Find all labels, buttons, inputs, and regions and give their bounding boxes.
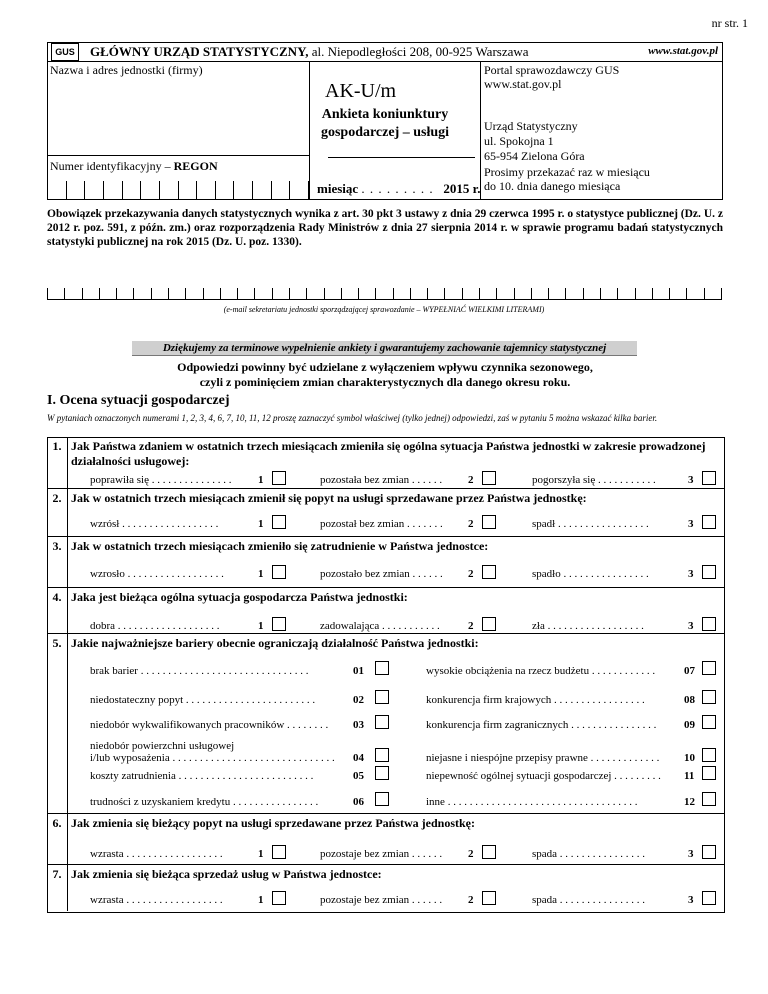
q7-option-label: pozostaje bez zmian . . . . . . bbox=[320, 894, 443, 906]
barrier-checkbox-12[interactable] bbox=[702, 792, 716, 806]
q2-option-label: pozostał bez zmian . . . . . . . bbox=[320, 518, 443, 530]
comb-tick bbox=[122, 181, 123, 199]
q1-checkbox-1[interactable] bbox=[272, 471, 286, 485]
rule bbox=[328, 157, 475, 158]
q6-checkbox-2[interactable] bbox=[482, 845, 496, 859]
comb-tick bbox=[721, 288, 722, 300]
barrier-label: niepewność ogólnej sytuacji gospodarczej . . . . . . . . . bbox=[426, 770, 661, 782]
barrier-checkbox-01[interactable] bbox=[375, 661, 389, 675]
email-caption: (e-mail sekretariatu jednostki sporządzającej sprawozdanie – WYPEŁNIAĆ WIELKIMI LITERAMI) bbox=[223, 305, 545, 314]
q7-option-code: 3 bbox=[688, 894, 694, 906]
q6-checkbox-1[interactable] bbox=[272, 845, 286, 859]
barrier-label: konkurencja firm zagranicznych . . . . . . . . . . . . . . . . bbox=[426, 719, 657, 731]
question-3-text: Jak w ostatnich trzech miesiącach zmieniło się zatrudnienie w Państwa jednostce: bbox=[71, 539, 489, 553]
q3-option-label: wzrosło . . . . . . . . . . . . . . . . . . bbox=[90, 568, 224, 580]
separator bbox=[47, 587, 724, 588]
barrier-checkbox-06[interactable] bbox=[375, 792, 389, 806]
comb-tick bbox=[84, 181, 85, 199]
q2-checkbox-1[interactable] bbox=[272, 515, 286, 529]
barrier-label: niedobór wykwalifikowanych pracowników . . . . . . . . bbox=[90, 719, 329, 731]
barrier-checkbox-10[interactable] bbox=[702, 748, 716, 762]
barrier-checkbox-04[interactable] bbox=[375, 748, 389, 762]
barrier-code: 07 bbox=[684, 665, 695, 677]
q6-option-code: 3 bbox=[688, 848, 694, 860]
barrier-label: niejasne i niespójne przepisy prawne . . . . . . . . . . . . . bbox=[426, 752, 660, 764]
barrier-checkbox-03[interactable] bbox=[375, 715, 389, 729]
q4-checkbox-1[interactable] bbox=[272, 617, 286, 631]
comb-tick bbox=[308, 181, 309, 199]
local-office: Urząd Statystyczny ul. Spokojna 1 65-954 Zielona Góra bbox=[484, 119, 585, 163]
comb-tick bbox=[66, 181, 67, 199]
separator bbox=[47, 536, 724, 537]
barrier-code: 03 bbox=[353, 719, 364, 731]
q6-option-label: pozostaje bez zmian . . . . . . bbox=[320, 848, 443, 860]
q1-option-code: 3 bbox=[688, 474, 694, 486]
comb-tick bbox=[289, 181, 290, 199]
q7-option-code: 1 bbox=[258, 894, 264, 906]
barrier-code: 04 bbox=[353, 752, 364, 764]
barrier-checkbox-08[interactable] bbox=[702, 690, 716, 704]
barrier-checkbox-07[interactable] bbox=[702, 661, 716, 675]
question-7-text: Jak zmienia się bieżąca sprzedaż usług w Państwa jednostce: bbox=[71, 867, 382, 881]
q4-option-label: zadowalająca . . . . . . . . . . . bbox=[320, 620, 440, 632]
comb-tick bbox=[159, 181, 160, 199]
q3-option-label: spadło . . . . . . . . . . . . . . . . bbox=[532, 568, 649, 580]
comb-tick bbox=[215, 181, 216, 199]
question-5-text: Jakie najważniejsze bariery obecnie ograniczają działalność Państwa jednostki: bbox=[71, 636, 479, 650]
regon-top bbox=[47, 155, 310, 156]
q7-checkbox-1[interactable] bbox=[272, 891, 286, 905]
deadline-info: Prosimy przekazać raz w miesiącu do 10. dnia danego miesiąca bbox=[484, 165, 650, 193]
q1-option-label: poprawiła się . . . . . . . . . . . . . . . bbox=[90, 474, 232, 486]
separator bbox=[47, 813, 724, 814]
q4-option-label: zła . . . . . . . . . . . . . . . . . . bbox=[532, 620, 644, 632]
q6-option-label: wzrasta . . . . . . . . . . . . . . . . . . bbox=[90, 848, 223, 860]
divider bbox=[309, 155, 310, 199]
q3-option-code: 1 bbox=[258, 568, 264, 580]
barrier-label: niedostateczny popyt . . . . . . . . . . . . . . . . . . . . . . . . bbox=[90, 694, 316, 706]
email-input[interactable] bbox=[47, 285, 722, 300]
separator bbox=[47, 864, 724, 865]
barrier-label: inne . . . . . . . . . . . . . . . . . . . . . . . . . . . . . . . . . . . bbox=[426, 796, 638, 808]
comb-tick bbox=[140, 181, 141, 199]
separator bbox=[47, 488, 724, 489]
q3-checkbox-3[interactable] bbox=[702, 565, 716, 579]
portal-info: Portal sprawozdawczy GUS www.stat.gov.pl bbox=[484, 63, 620, 91]
barrier-checkbox-09[interactable] bbox=[702, 715, 716, 729]
divider bbox=[480, 61, 481, 199]
q2-checkbox-3[interactable] bbox=[702, 515, 716, 529]
q6-option-code: 2 bbox=[468, 848, 474, 860]
q1-option-label: pozostała bez zmian . . . . . . bbox=[320, 474, 443, 486]
q4-option-code: 2 bbox=[468, 620, 474, 632]
q6-option-code: 1 bbox=[258, 848, 264, 860]
seasonal-note: Odpowiedzi powinny być udzielane z wyłączeniem wpływu czynnika sezonowego, czyli z pominięciem zmian charakterystycznych dla danego okresu roku. bbox=[177, 360, 593, 389]
q1-checkbox-2[interactable] bbox=[482, 471, 496, 485]
q2-option-code: 1 bbox=[258, 518, 264, 530]
q3-option-code: 3 bbox=[688, 568, 694, 580]
question-2-text: Jak w ostatnich trzech miesiącach zmienił się popyt na usługi sprzedawane przez Państwa jednostkę: bbox=[71, 491, 587, 505]
barrier-code: 11 bbox=[684, 770, 695, 782]
comb-tick bbox=[103, 181, 104, 199]
question-6-text: Jak zmienia się bieżący popyt na usługi sprzedawane przez Państwa jednostkę: bbox=[71, 816, 475, 830]
barrier-code: 06 bbox=[353, 796, 364, 808]
barrier-checkbox-05[interactable] bbox=[375, 766, 389, 780]
q2-option-code: 3 bbox=[688, 518, 694, 530]
q2-option-label: wzrósł . . . . . . . . . . . . . . . . . . bbox=[90, 518, 219, 530]
q4-checkbox-3[interactable] bbox=[702, 617, 716, 631]
unit-label: Nazwa i adres jednostki (firmy) bbox=[50, 63, 203, 77]
q7-checkbox-3[interactable] bbox=[702, 891, 716, 905]
barrier-label: brak barier . . . . . . . . . . . . . . . . . . . . . . . . . . . . . . . bbox=[90, 665, 309, 677]
comb-tick bbox=[47, 181, 48, 199]
section-title: I. Ocena sytuacji gospodarczej bbox=[47, 393, 230, 408]
form-title: Ankieta koniunktury gospodarczej – usługi bbox=[320, 107, 450, 140]
q2-checkbox-2[interactable] bbox=[482, 515, 496, 529]
q2-option-code: 2 bbox=[468, 518, 474, 530]
barrier-code: 01 bbox=[353, 665, 364, 677]
barrier-code: 05 bbox=[353, 770, 364, 782]
q1-option-label: pogorszyła się . . . . . . . . . . . bbox=[532, 474, 656, 486]
regon-input[interactable] bbox=[47, 173, 309, 199]
q7-option-label: spada . . . . . . . . . . . . . . . . bbox=[532, 894, 646, 906]
q7-checkbox-2[interactable] bbox=[482, 891, 496, 905]
comb-tick bbox=[233, 181, 234, 199]
form-code: AK-U/m bbox=[325, 80, 397, 102]
q1-option-code: 2 bbox=[468, 474, 474, 486]
instructions: W pytaniach oznaczonych numerami 1, 2, 3, 4, 6, 7, 10, 11, 12 proszę zaznaczyć symbol właściwej (tylko jednej) odpowiedzi, zaś w pytaniu 5 można wskazać kilka barier. bbox=[47, 413, 658, 423]
regon-label: Numer identyfikacyjny – REGON bbox=[50, 159, 218, 173]
barrier-label: niedobór powierzchni usługowej bbox=[90, 740, 235, 752]
comb-tick bbox=[178, 181, 179, 199]
barrier-code: 12 bbox=[684, 796, 695, 808]
q3-option-label: pozostało bez zmian . . . . . . bbox=[320, 568, 443, 580]
barrier-label: konkurencja firm krajowych . . . . . . . . . . . . . . . . . bbox=[426, 694, 645, 706]
q2-option-label: spadł . . . . . . . . . . . . . . . . . bbox=[532, 518, 649, 530]
question-1-text: Jak Państwa zdaniem w ostatnich trzech miesiącach zmieniła się ogólna sytuacja Państwa jednostki w zakresie prowadzonej działalności usługowej: bbox=[71, 439, 706, 468]
gus-logo: GUS bbox=[51, 43, 79, 61]
barrier-code: 10 bbox=[684, 752, 695, 764]
barrier-checkbox-02[interactable] bbox=[375, 690, 389, 704]
barrier-label: koszty zatrudnienia . . . . . . . . . . . . . . . . . . . . . . . . . bbox=[90, 770, 314, 782]
barrier-label-continued: i/lub wyposażenia . . . . . . . . . . . . . . . . . . . . . . . . . . . . . . bbox=[90, 752, 335, 764]
thanks-banner: Dziękujemy za terminowe wypełnienie ankiety i gwarantujemy zachowanie tajemnicy statystycznej bbox=[132, 341, 637, 356]
website-link[interactable]: www.stat.gov.pl bbox=[648, 45, 718, 57]
q3-checkbox-2[interactable] bbox=[482, 565, 496, 579]
barrier-checkbox-11[interactable] bbox=[702, 766, 716, 780]
q3-option-code: 2 bbox=[468, 568, 474, 580]
barrier-code: 02 bbox=[353, 694, 364, 706]
q4-checkbox-2[interactable] bbox=[482, 617, 496, 631]
separator bbox=[47, 633, 724, 634]
q1-option-code: 1 bbox=[258, 474, 264, 486]
header-bar bbox=[47, 42, 723, 62]
barrier-label: trudności z uzyskaniem kredytu . . . . . . . . . . . . . . . . bbox=[90, 796, 319, 808]
legal-text: Obowiązek przekazywania danych statystycznych wynika z art. 30 pkt 3 ustawy z dnia 29 czerwca 1995 r. o statystyce publicznej (Dz. U. z 2012 r. poz. 591, z późn. zm.) oraz rozporządzenia Rady Ministrów z dnia 27 sierpnia 2014 r. w sprawie programu badań statystycznych statystyki publicznej na rok 2015 (Dz. U. poz. 1330). bbox=[47, 208, 723, 248]
q4-option-code: 1 bbox=[258, 620, 264, 632]
barrier-code: 09 bbox=[684, 719, 695, 731]
q1-checkbox-3[interactable] bbox=[702, 471, 716, 485]
comb-tick bbox=[196, 181, 197, 199]
q7-option-label: wzrasta . . . . . . . . . . . . . . . . . . bbox=[90, 894, 223, 906]
q7-option-code: 2 bbox=[468, 894, 474, 906]
comb-tick bbox=[252, 181, 253, 199]
question-4-text: Jaka jest bieżąca ogólna sytuacja gospodarcza Państwa jednostki: bbox=[71, 590, 408, 604]
office-title: GŁÓWNY URZĄD STATYSTYCZNY, al. Niepodległości 208, 00-925 Warszawa bbox=[90, 44, 529, 59]
comb-tick bbox=[271, 181, 272, 199]
q4-option-code: 3 bbox=[688, 620, 694, 632]
page-number: nr str. 1 bbox=[711, 16, 748, 30]
barrier-code: 08 bbox=[684, 694, 695, 706]
q4-option-label: dobra . . . . . . . . . . . . . . . . . . . bbox=[90, 620, 220, 632]
email-line bbox=[47, 299, 721, 300]
q3-checkbox-1[interactable] bbox=[272, 565, 286, 579]
q6-checkbox-3[interactable] bbox=[702, 845, 716, 859]
barrier-label: wysokie obciążenia na rzecz budżetu . . . . . . . . . . . . bbox=[426, 665, 656, 677]
q6-option-label: spada . . . . . . . . . . . . . . . . bbox=[532, 848, 646, 860]
question-number-column bbox=[47, 437, 68, 911]
month-field[interactable]: miesiąc . . . . . . . . . 2015 r. bbox=[317, 181, 481, 196]
